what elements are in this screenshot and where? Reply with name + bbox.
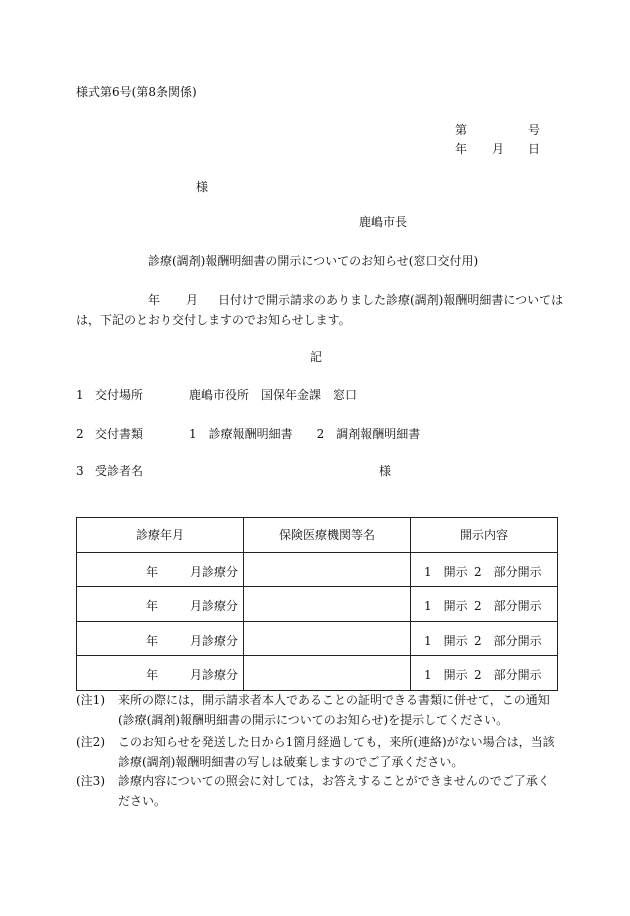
form-id: 様式第6号(第8条関係): [76, 85, 197, 99]
item-2-label: 交付書類: [95, 427, 144, 441]
option-partial: 2 部分開示: [474, 668, 542, 682]
note-1-label: (注1): [76, 693, 105, 707]
item-1-label: 交付場所: [95, 388, 144, 402]
institution-cell[interactable]: [244, 552, 411, 587]
table-header-cell: 診療年月: [77, 518, 244, 553]
number-go: 号: [528, 123, 541, 137]
cell-nen: 年: [146, 668, 159, 682]
institution-cell[interactable]: [244, 656, 411, 691]
table-header-cell: 開示内容: [411, 518, 558, 553]
item-3-num: 3: [76, 464, 84, 478]
cell-nen: 年: [146, 564, 159, 579]
table-header-cell: 保険医療機関等名: [244, 518, 411, 553]
note-2-label: (注2): [76, 735, 105, 749]
disclosure-cell[interactable]: [411, 587, 558, 622]
table-row: [77, 587, 558, 622]
item-2-value: 1 診療報酬明細書 2 調剤報酬明細書: [189, 427, 421, 441]
institution-cell[interactable]: [244, 621, 411, 656]
option-disclose: 1 開示: [424, 633, 468, 648]
table-header-row: [77, 518, 558, 553]
option-disclose: 1 開示: [424, 668, 468, 682]
item-3-value: 様: [379, 464, 392, 478]
cell-tsuki: 月診療分: [190, 633, 239, 648]
recipient-sama: 様: [196, 180, 209, 194]
body-line1: 日付けで開示請求のありました診療(調剤)報酬明細書については: [218, 293, 564, 307]
item-3-label: 受診者名: [95, 464, 144, 478]
body-line2: は，下記のとおり交付しますのでお知らせします。: [76, 313, 351, 327]
table-row: [77, 621, 558, 656]
note-3-label: (注3): [76, 774, 105, 788]
treatment-month-cell[interactable]: [77, 656, 244, 691]
note-2-text: このお知らせを発送した日から1箇月経過しても，来所(連絡)がない場合は，当該診療(調剤)報酬明細書の写しは破棄しますのでご了承ください。: [118, 735, 555, 769]
item-1-value: 鹿嶋市役所 国保年金課 窓口: [189, 388, 358, 402]
option-partial: 2 部分開示: [474, 599, 542, 613]
number-dai: 第: [455, 123, 468, 137]
cell-tsuki: 月診療分: [190, 599, 239, 613]
item-1-num: 1: [76, 388, 84, 402]
date-hi: 日: [528, 142, 541, 156]
table-row: [77, 552, 558, 587]
disclosure-cell[interactable]: [411, 621, 558, 656]
disclosure-cell[interactable]: [411, 656, 558, 691]
document-title: 診療(調剤)報酬明細書の開示についてのお知らせ(窓口交付用): [148, 254, 479, 268]
treatment-month-cell[interactable]: [77, 552, 244, 587]
treatment-month-cell[interactable]: [77, 621, 244, 656]
option-partial: 2 部分開示: [474, 633, 542, 648]
date-nen: 年: [455, 142, 468, 156]
table-row: [77, 656, 558, 691]
disclosure-cell[interactable]: [411, 552, 558, 587]
cell-tsuki: 月診療分: [190, 564, 239, 579]
body-nen: 年: [148, 293, 161, 307]
institution-cell[interactable]: [244, 587, 411, 622]
note-1-text: 来所の際には，開示請求者本人であることの証明できる書類に併せて，この通知(診療(調剤)報酬明細書の開示についてのお知らせ)を提示してください。: [118, 693, 550, 727]
body-tsuki: 月: [186, 293, 199, 307]
cell-nen: 年: [146, 633, 159, 648]
ki-heading: 記: [310, 350, 323, 364]
cell-nen: 年: [146, 599, 159, 613]
option-disclose: 1 開示: [424, 564, 468, 579]
note-3-text: 診療内容についての照会に対しては，お答えすることができませんのでご了承ください。: [118, 774, 550, 808]
option-disclose: 1 開示: [424, 599, 468, 613]
disclosure-table: [76, 517, 558, 691]
cell-tsuki: 月診療分: [190, 668, 239, 682]
option-partial: 2 部分開示: [474, 564, 542, 579]
item-2-num: 2: [76, 427, 84, 441]
treatment-month-cell[interactable]: [77, 587, 244, 622]
date-tsuki: 月: [492, 142, 505, 156]
sender: 鹿嶋市長: [359, 215, 408, 229]
